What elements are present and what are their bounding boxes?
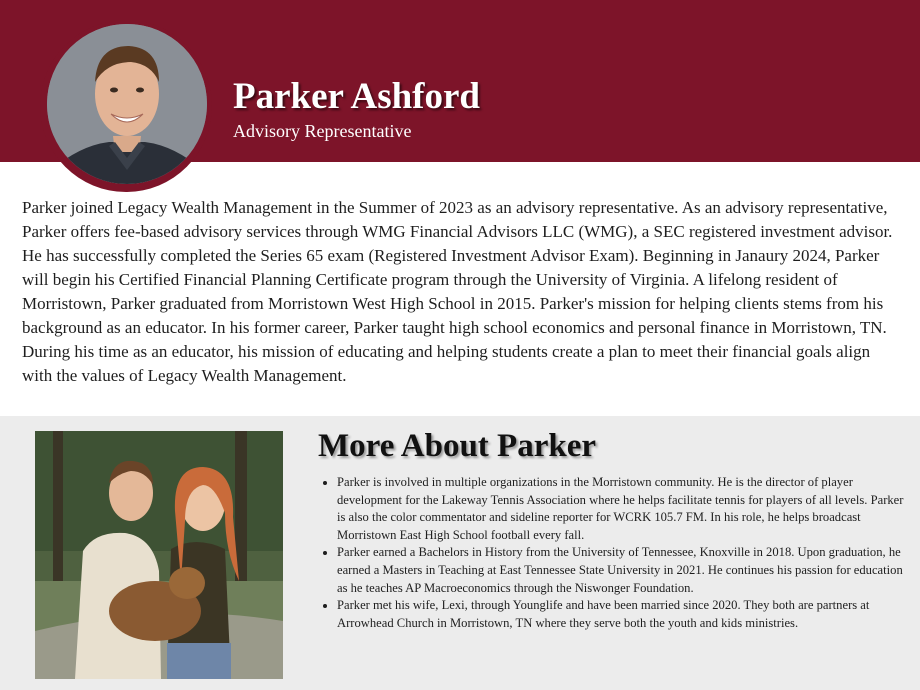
list-item: • Parker is involved in multiple organizations in the Morristown community. He is the director of player development for the Lakeway Tennis Association where he helps facilitate tennis for players of all levels. Parker is also the color commentator and sideline reporter for WCRK 105.7 FM. In his role, he helps broadcast Morristown East High School football every fall. (337, 474, 905, 544)
profile-name: Parker Ashford (233, 76, 481, 117)
family-photo-icon (35, 431, 283, 679)
more-about-title: More About Parker (318, 428, 597, 464)
family-photo (35, 431, 283, 679)
more-about-list (318, 474, 905, 632)
avatar (47, 24, 207, 184)
list-item: • Parker earned a Bachelors in History from the University of Tennessee, Knoxville in 2018. Upon graduation, he earned a Masters in Teaching at East Tennessee State University in 2021. He continues his passion for education as he teaches AP Macroeconomics through the Niswonger Foundation. (337, 544, 905, 597)
portrait-photo-icon (47, 24, 207, 184)
profile-role: Advisory Representative (233, 121, 412, 141)
bio-paragraph: Parker joined Legacy Wealth Management in the Summer of 2023 as an advisory representative. As an advisory representative, Parker offers fee-based advisory services through WMG Financial Advisors LLC (WMG), a SEC registered investment advisor. He has successfully completed the Series 65 exam (Registered Investment Advisor Exam). Beginning in Janaury 2024, Parker will begin his Certified Financial Planning Certificate program through the University of Virginia. A lifelong resident of Morristown, Parker graduated from Morristown West High School in 2015. Parker's mission for helping clients stems from his background as an educator. In his former career, Parker taught high school economics and personal finance in Morristown, TN. During his time as an educator, his mission of educating and helping students create a plan to meet their financial goals align with the values of Legacy Wealth Management. (22, 198, 893, 385)
list-item: • Parker met his wife, Lexi, through Younglife and have been married since 2020. They both are partners at Arrowhead Church in Morristown, TN where they serve both the youth and kids ministries. (337, 597, 905, 632)
